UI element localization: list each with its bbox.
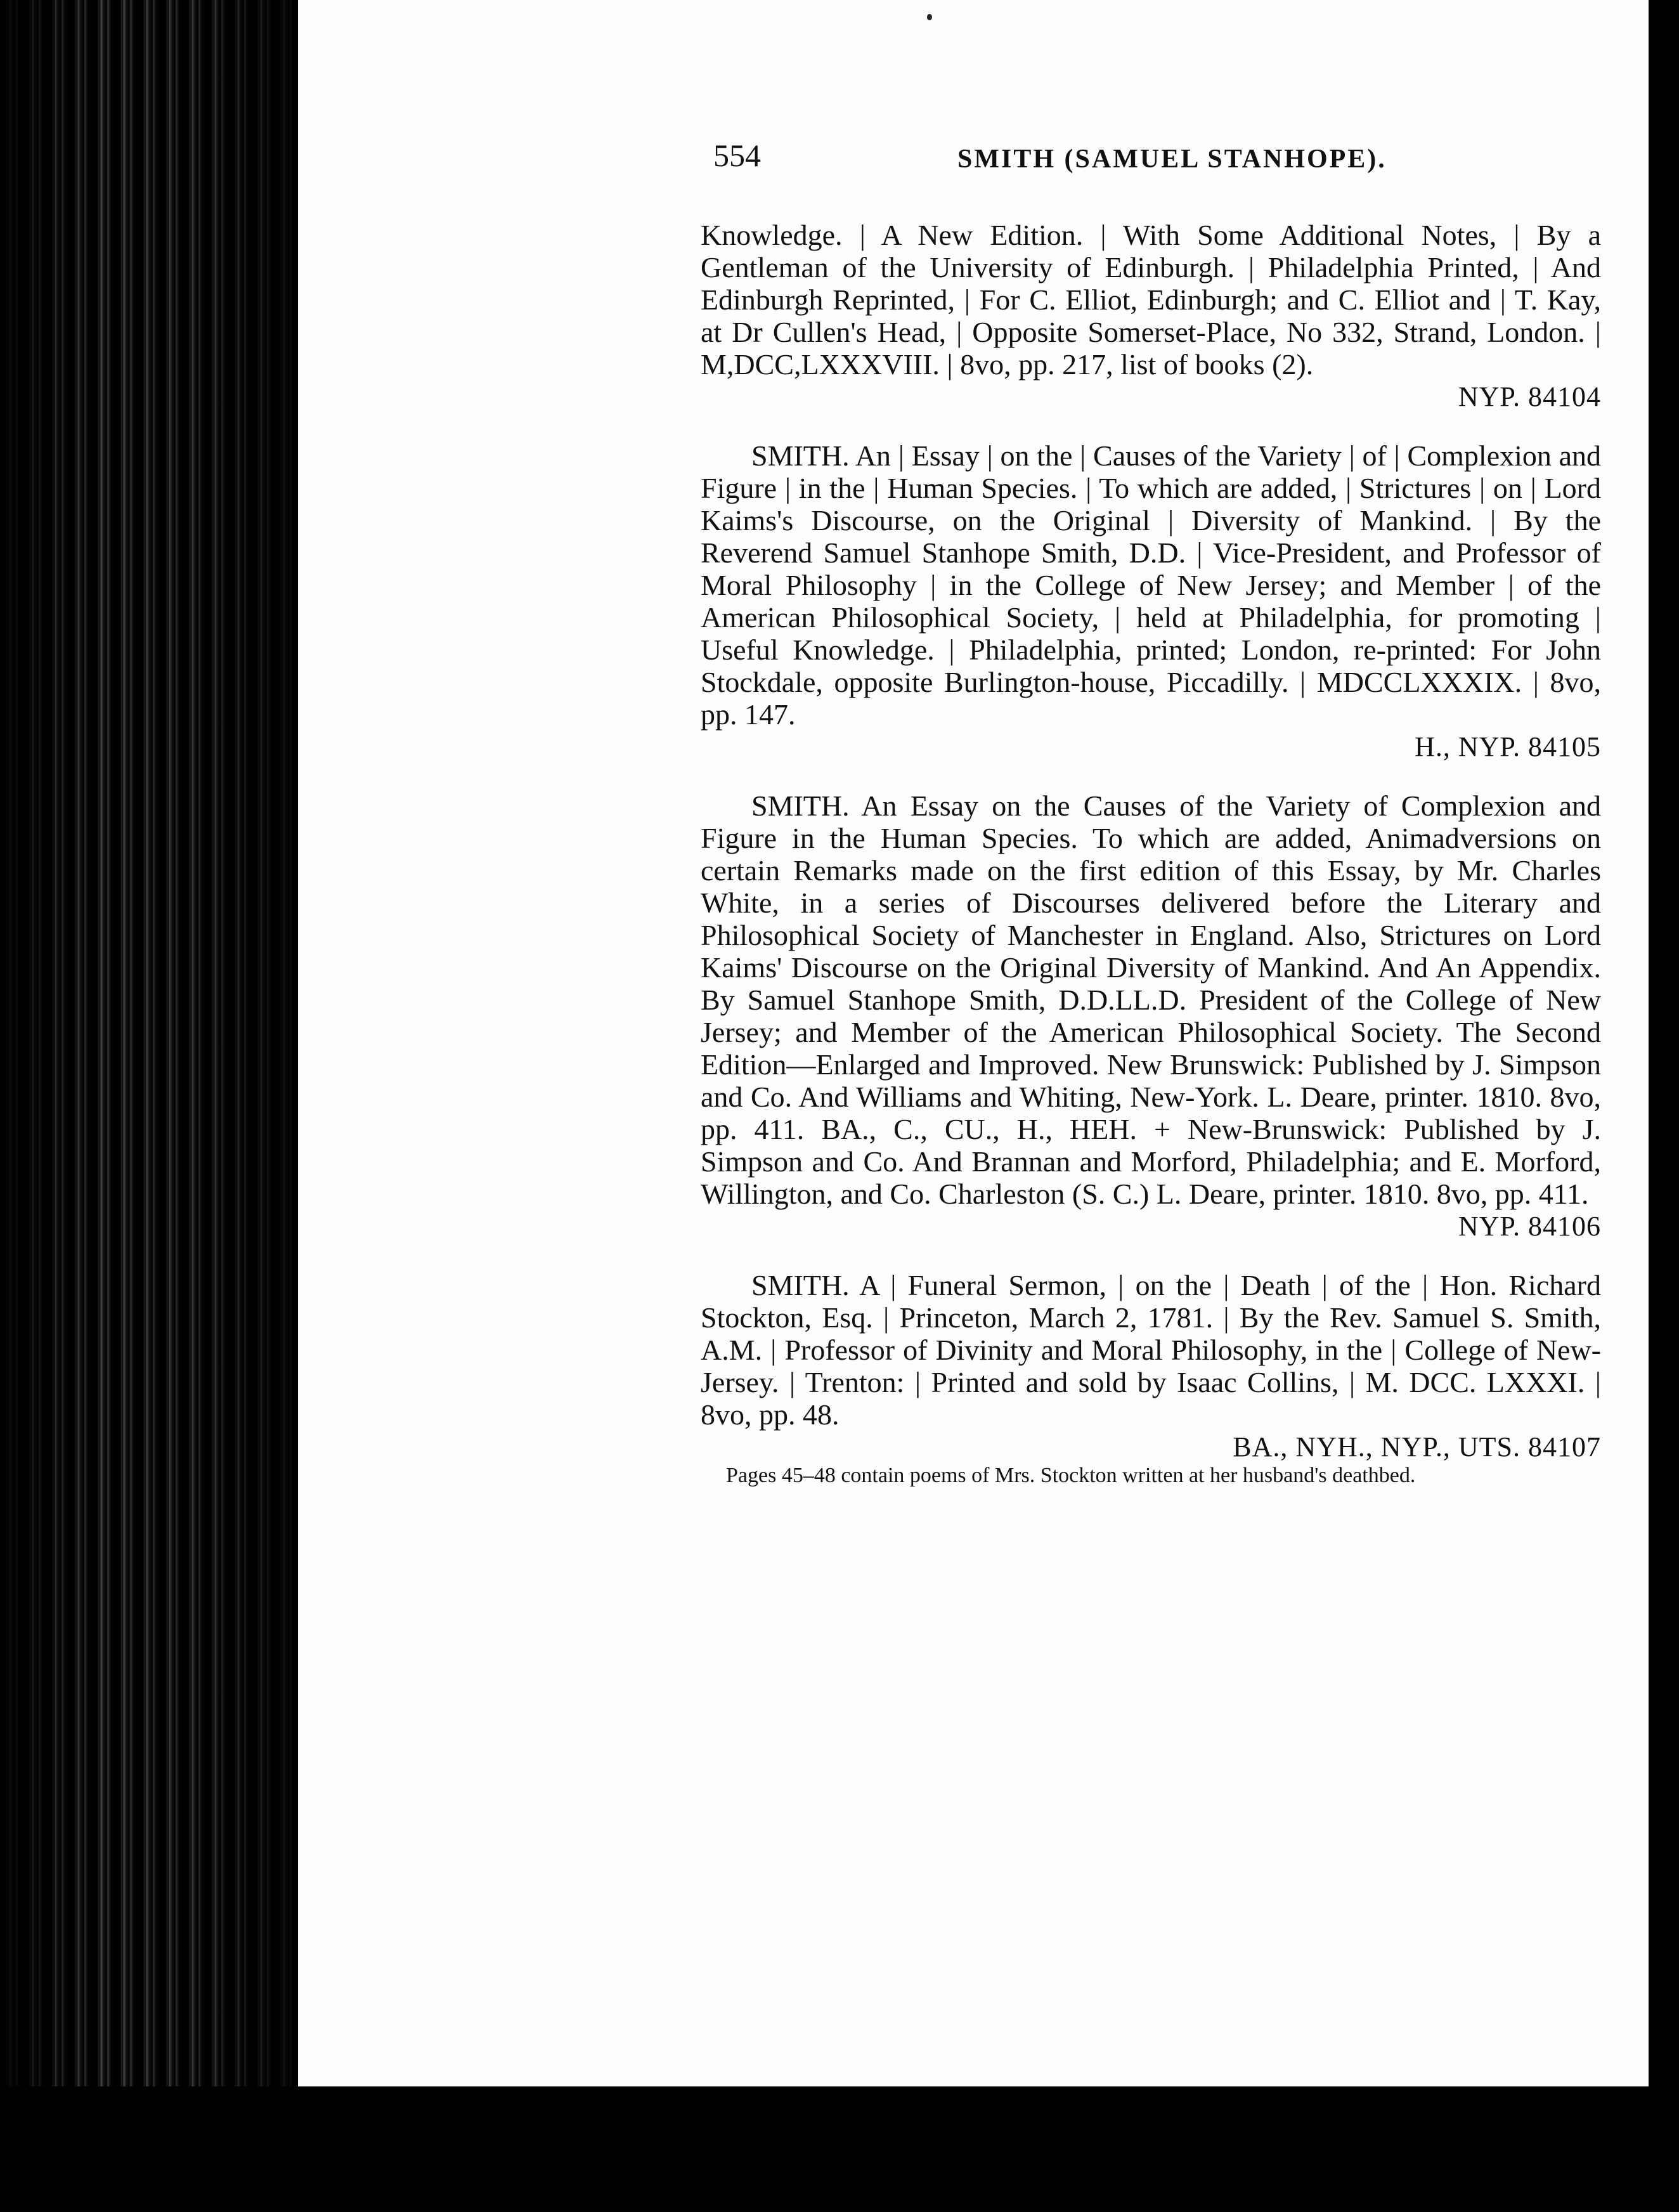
bottom-page-edge — [0, 2086, 1679, 2212]
entry-84107 — [701, 1269, 1601, 1488]
entry-text: SMITH. An | Essay | on the | Causes of the Variety | of | Complexion and Figure | in the | Human Species. | To which are added, | Strictures | on | Lord Kaims's Discourse, on the Original | Diversity of Mankind. | By the Reverend Samuel Stanhope Smith, D.D. | Vice-President, and Professor of Moral Philosophy | in the College of New Jersey; and Member | of the American Philosophical Society, | held at Philadelphia, for promoting | Useful Knowledge. | Philadelphia, printed; London, re-printed: For John Stockdale, opposite Burlington-house, Piccadilly. | MDCCLXXXIX. | 8vo, pp. 147. — [701, 439, 1601, 731]
entry-text: Knowledge. | A New Edition. | With Some Additional Notes, | By a Gentleman of the University of Edinburgh. | Philadelphia Printed, | And Edinburgh Reprinted, | For C. Elliot, Edinburgh; and C. Elliot and | T. Kay, at Dr Cullen's Head, | Opposite Somerset-Place, No 332, Strand, London. | M,DCC,LXXXVIII. | 8vo, pp. 217, list of books (2). — [701, 219, 1601, 381]
entry-reference: H., NYP. 84105 — [1415, 731, 1601, 762]
page-text — [701, 140, 1601, 1515]
entry-84106 — [701, 790, 1601, 1242]
binding-gradient — [0, 0, 304, 2212]
entry-84104 — [701, 219, 1601, 413]
page-number: 554 — [713, 138, 761, 173]
running-head — [701, 140, 1601, 184]
right-page-edge — [1649, 0, 1679, 2212]
entry-84105 — [701, 439, 1601, 763]
running-head-title: SMITH (SAMUEL STANHOPE). — [957, 145, 1387, 174]
entry-reference: NYP. 84106 — [1458, 1211, 1601, 1242]
entry-reference: NYP. 84104 — [1458, 381, 1601, 412]
dust-speck — [927, 14, 932, 20]
entry-reference: BA., NYH., NYP., UTS. 84107 — [1233, 1431, 1601, 1462]
entry-text: SMITH. A | Funeral Sermon, | on the | Death | of the | Hon. Richard Stockton, Esq. | Princeton, March 2, 1781. | By the Rev. Samuel S. Smith, A.M. | Professor of Divinity and Moral Philosophy, in the | College of New-Jersey. | Trenton: | Printed and sold by Isaac Collins, | M. DCC. LXXXI. | 8vo, pp. 48. — [701, 1269, 1601, 1431]
entry-text: SMITH. An Essay on the Causes of the Variety of Complexion and Figure in the Human Species. To which are added, Animadversions on certain Remarks made on the first edition of this Essay, by Mr. Charles White, in a series of Discourses delivered before the Literary and Philosophical Society of Manchester in England. Also, Strictures on Lord Kaims' Discourse on the Original Diversity of Mankind. And An Appendix. By Samuel Stanhope Smith, D.D.LL.D. President of the College of New Jersey; and Member of the American Philosophical Society. The Second Edition—Enlarged and Improved. New Brunswick: Published by J. Simpson and Co. And Williams and Whiting, New-York. L. Deare, printer. 1810. 8vo, pp. 411. BA., C., CU., H., HEH. + New-Brunswick: Published by J. Simpson and Co. And Brannan and Morford, Philadelphia; and E. Morford, Willington, and Co. Charleston (S. C.) L. Deare, printer. 1810. 8vo, pp. 411. — [701, 790, 1601, 1210]
entry-note: Pages 45–48 contain poems of Mrs. Stockton written at her husband's deathbed. — [726, 1464, 1416, 1487]
